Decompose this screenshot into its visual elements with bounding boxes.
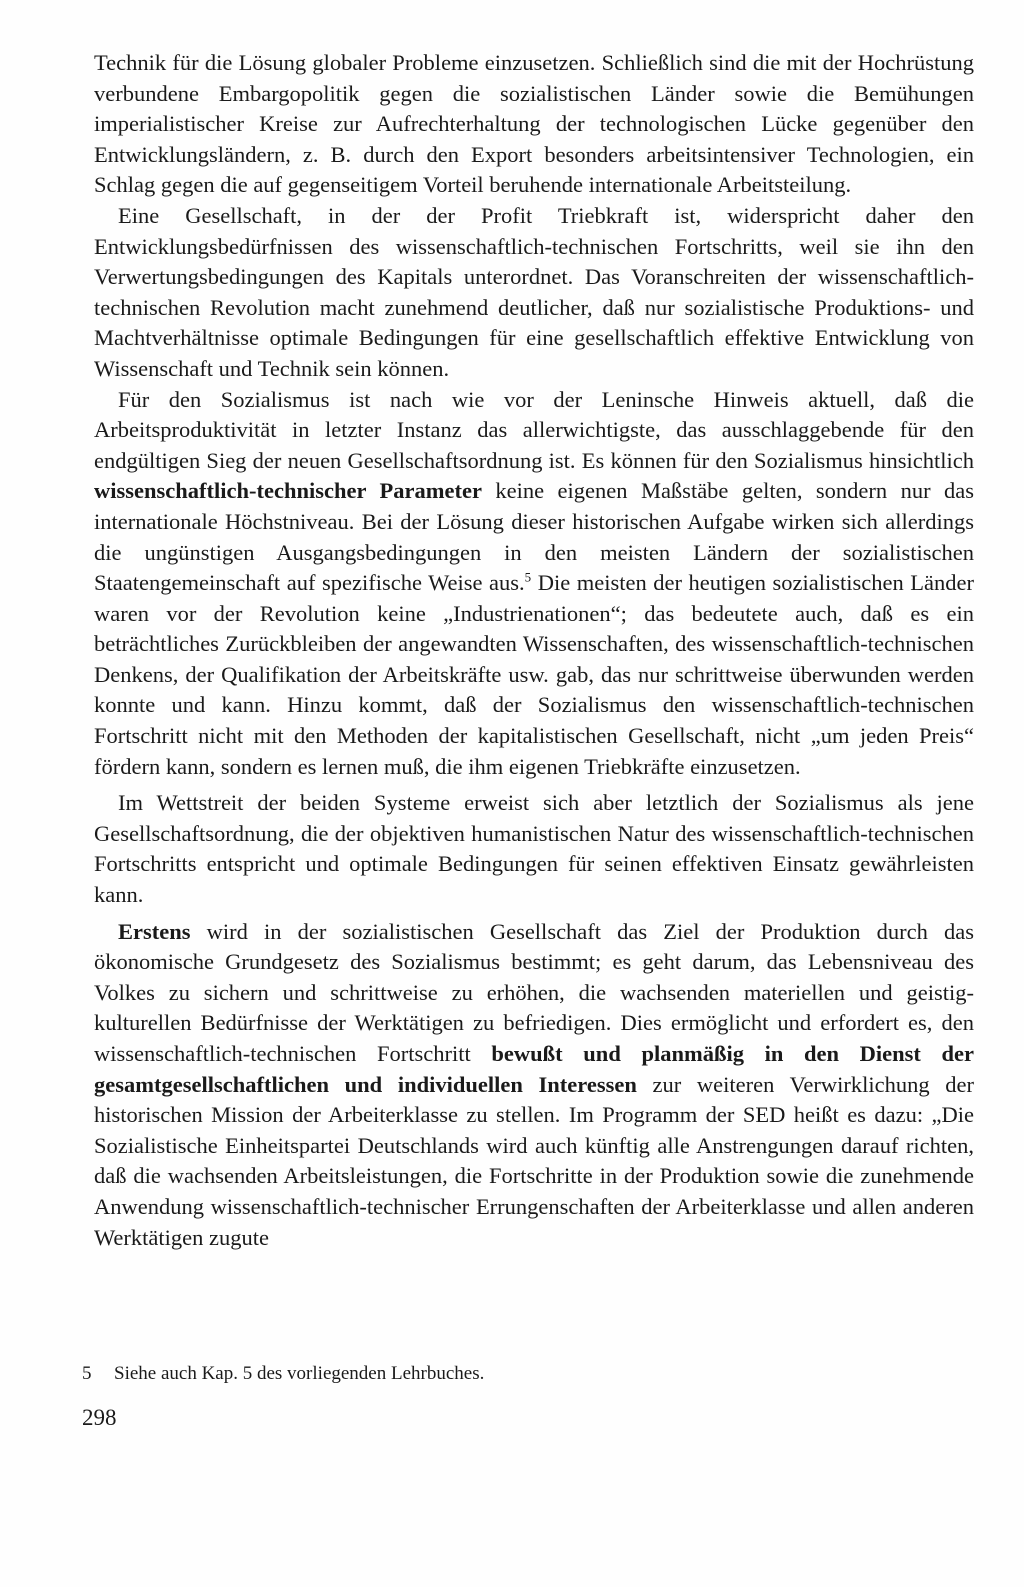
footnote-reference[interactable]: 5	[524, 569, 532, 585]
paragraph-1	[94, 48, 974, 201]
paragraph-3	[94, 385, 974, 783]
paragraph-5-bold-emphasis: bewußt und planmäßig in den Dienst der gesamtgesellschaftlichen und individuellen Interessen	[94, 1041, 975, 1097]
paragraph-5-text-b: zur weiteren Verwirklichung der historischen Mission der Arbeiterklasse zu stellen. Im Programm der SED heißt es dazu: „Die Sozialistische Einheitspartei Deutschlands wird auch künftig alle Anstrengungen darauf richten, daß die wachsenden Arbeitsleistungen, die Fortschritte in der Produktion sowie die zunehmende Anwendung wissenschaftlich-technischer Errungenschaften der Arbeiterklasse und allen anderen Werktätigen zugute	[94, 1071, 974, 1250]
paragraph-4-text: Im Wettstreit der beiden Systeme erweist sich aber letztlich der Sozialismus als jene Gesellschaftsordnung, die der objektiven humanistischen Natur des wissenschaftlich-technischen Fortschritts entspricht und optimale Bedingungen für seinen effektiven Einsatz gewährleisten kann.	[94, 790, 974, 908]
page-number: 298	[82, 1405, 117, 1430]
paragraph-3-bold: wissenschaftlich-technischer Parameter	[94, 478, 482, 504]
paragraph-3-text-b: keine eigenen Maßstäbe gelten, sondern nur das internationale Höchstniveau. Bei der Lösung dieser historischen Aufgabe wirken sich allerdings die ungünstigen Ausgangsbedingungen in den meisten Ländern der sozialistischen Staatengemeinschaft auf spezifische Weise aus.	[94, 478, 974, 596]
main-text	[94, 48, 974, 1253]
paragraph-3-text-c: Die meisten der heutigen sozialistischen Länder waren vor der Revolution keine „Industrienationen“; das bedeutete auch, daß es ein beträchtliches Zurückbleiben der angewandten Wissenschaften, des wissenschaftlich-technischen Denkens, der Qualifikation der Arbeitskräfte usw. gab, das nur schrittweise überwunden werden konnte und kann. Hinzu kommt, daß der Sozialismus den wissenschaftlich-technischen Fortschritt nicht mit den Methoden der kapitalistischen Gesellschaft, nicht „um jeden Preis“ fördern kann, sondern es lernen muß, die ihm eigenen Triebkräfte einzusetzen.	[94, 570, 975, 779]
paragraph-2	[94, 201, 974, 385]
paragraph-1-text: Technik für die Lösung globaler Probleme einzusetzen. Schließlich sind die mit der Hochrüstung verbundene Embargopolitik gegen die sozialistischen Länder sowie die Bemühungen imperialistischer Kreise zur Aufrechterhaltung der technologischen Lücke gegenüber den Entwicklungsländern, z. B. durch den Export besonders arbeitsintensiver Technologien, ein Schlag gegen die auf gegenseitigem Vorteil beruhende internationale Arbeitsteilung.	[94, 50, 974, 198]
paragraph-3-text-a: Für den Sozialismus ist nach wie vor der Leninsche Hinweis aktuell, daß die Arbeitsproduktivität in letzter Instanz das allerwichtigste, das ausschlaggebende für den endgültigen Sieg der neuen Gesellschaftsordnung ist. Es können für den Sozialismus hinsichtlich	[94, 386, 974, 473]
paragraph-5-bold-erstens: Erstens	[118, 918, 191, 944]
paragraph-4	[94, 788, 974, 910]
paragraph-5	[94, 917, 974, 1254]
footnote	[82, 1362, 962, 1386]
paragraph-5-text-a: wird in der sozialistischen Gesellschaft das Ziel der Produktion durch das ökonomische Grundgesetz des Sozialismus bestimmt; es geht darum, das Lebensniveau des Volkes zu sichern und schrittweise zu erhöhen, die wachsenden materiellen und geistig-kulturellen Bedürfnisse der Werktätigen zu befriedigen. Dies ermöglicht und erfordert es, den wissenschaftlich-technischen Fortschritt	[94, 918, 974, 1066]
footnote-text: Siehe auch Kap. 5 des vorliegenden Lehrbuches.	[114, 1363, 485, 1384]
footnote-number: 5	[82, 1363, 92, 1384]
paragraph-2-text: Eine Gesellschaft, in der der Profit Triebkraft ist, widerspricht daher den Entwicklungsbedürfnissen des wissenschaftlich-technischen Fortschritts, weil sie ihn den Verwertungsbedingungen des Kapitals unterordnet. Das Voranschreiten der wissenschaftlich-technischen Revolution macht zunehmend deutlicher, daß nur sozialistische Produktions- und Machtverhältnisse optimale Bedingungen für eine gesellschaftlich effektive Entwicklung von Wissenschaft und Technik sein können.	[94, 202, 974, 381]
